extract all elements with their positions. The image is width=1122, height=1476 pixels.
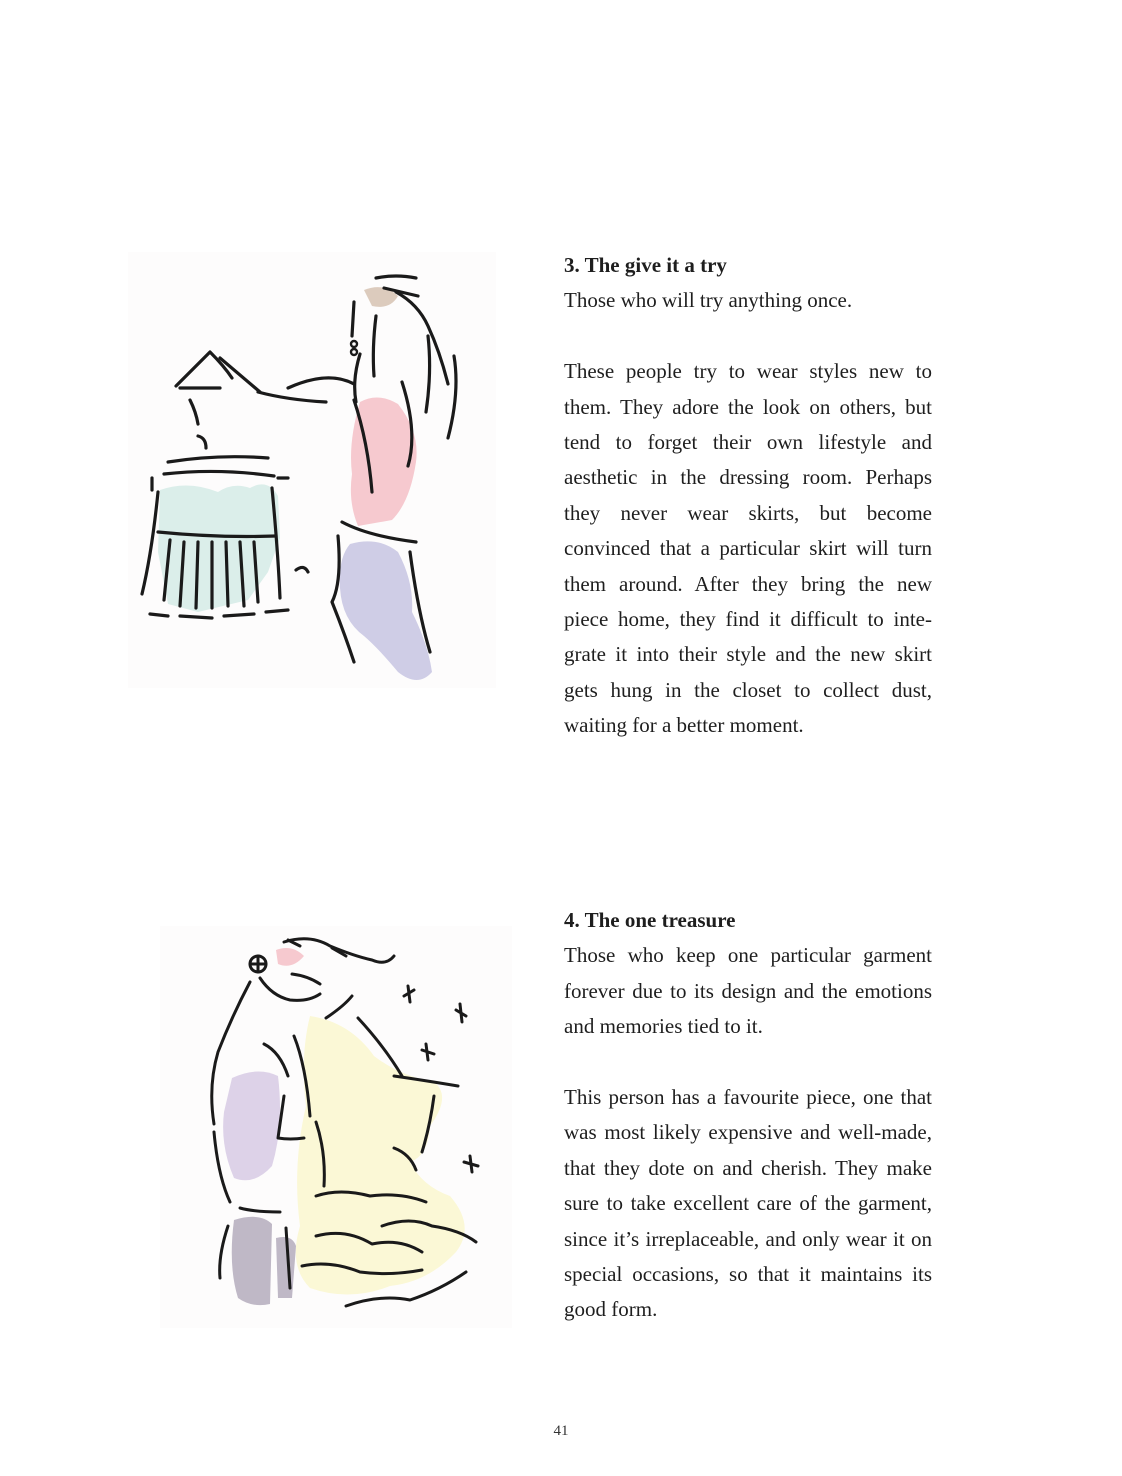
section-heading: 3. The give it a try [564,253,727,277]
section-body: This person has a favourite piece, one that was most likely expensive and well-made, that they dote on and cherish. They make sure to take excellent care of the garment, since it’s irreplaceable, and only wear it on special occasions, so that it maintains its good form. [564,1085,932,1322]
page-number: 41 [553,1423,569,1439]
section-subtitle: Those who will try anything once. [564,288,853,313]
section-body: These people try to wear styles new to them. They adore the look on others, but tend to forget their own lifestyle and aesthetic in the dressing room. Perhaps they never wear skirts, but become convinced that a particular skirt will turn them around. After they bring the new piece home, they find it difficult to integrate it into their style and the new skirt gets hung in the closet to collect dust, waiting for a better moment. [564,359,932,738]
woman-holding-skirt-illustration [128,252,496,688]
woman-in-ruffled-dress-illustration [160,926,512,1328]
section-subtitle: Those who keep one particular garment forever due to its design and the emotions and memories tied to it. [564,943,932,1039]
section-one-treasure [564,903,932,1328]
section-heading: 4. The one treasure [564,908,736,932]
section-give-it-a-try [564,248,932,744]
